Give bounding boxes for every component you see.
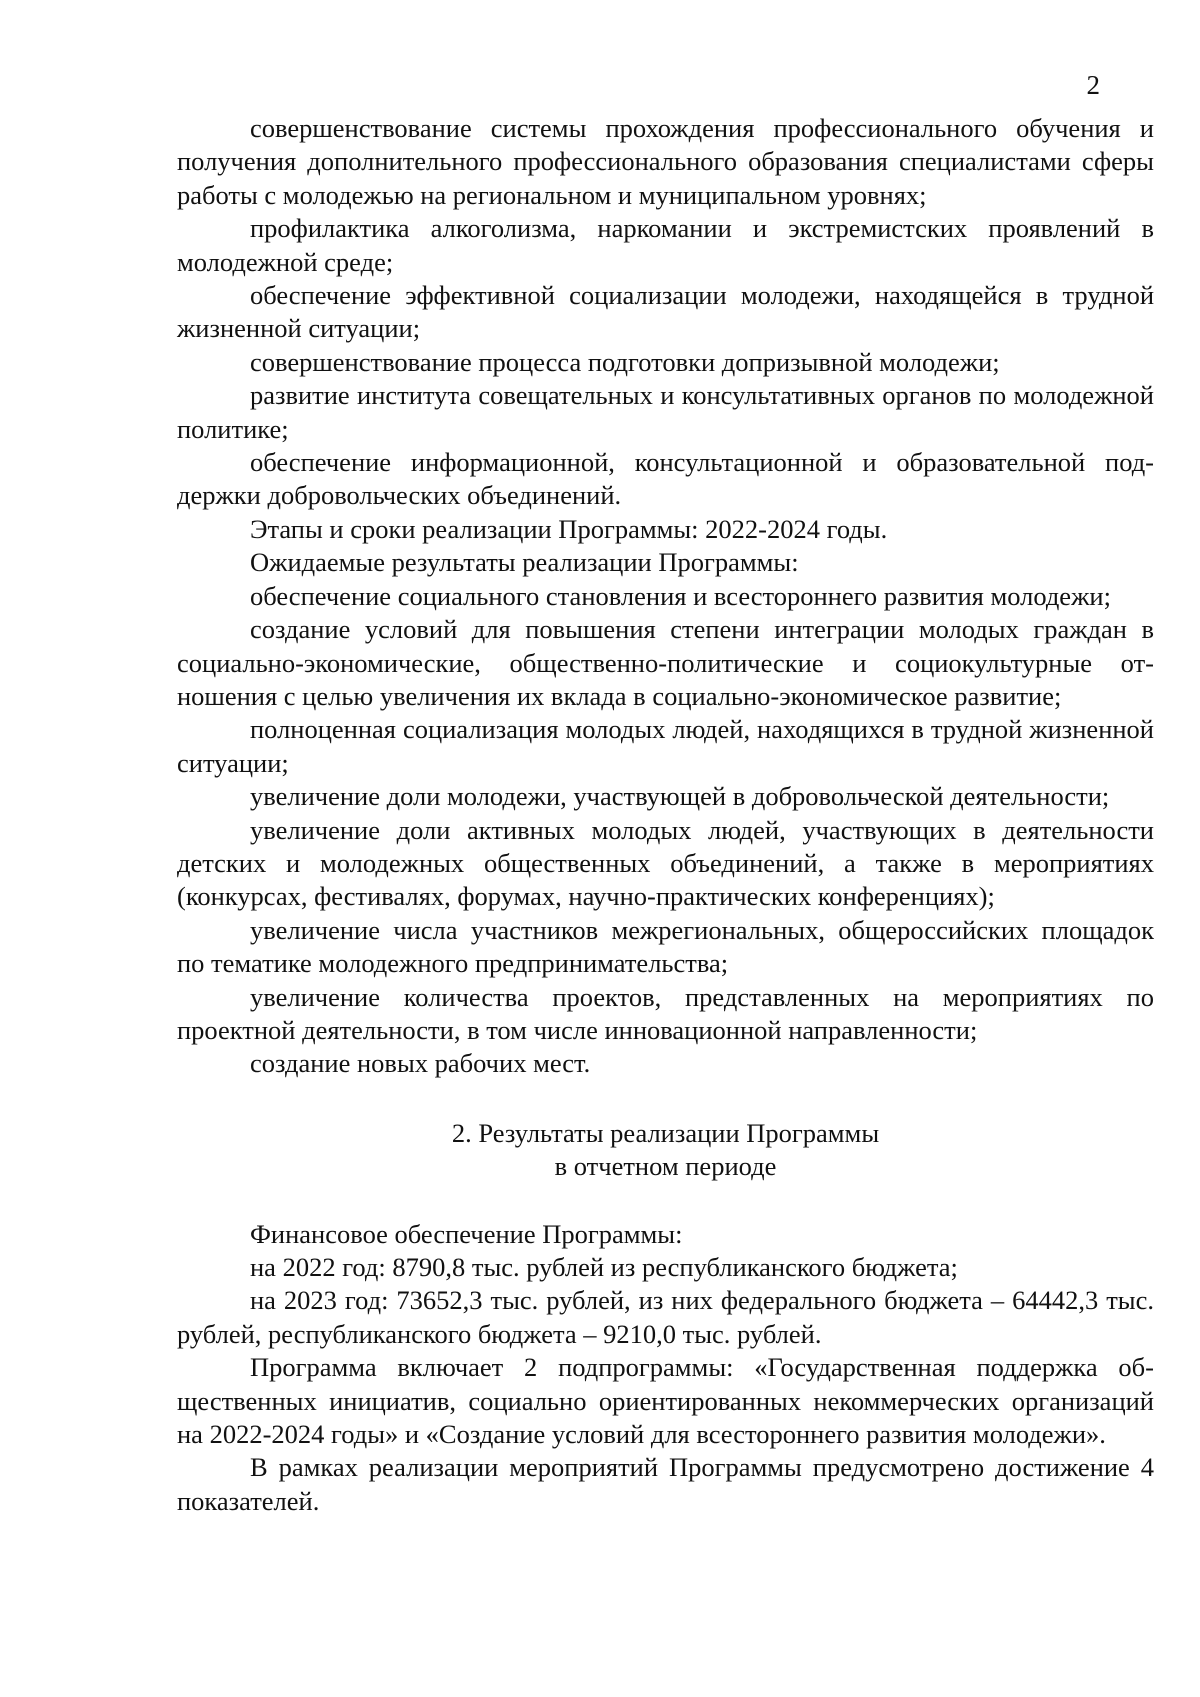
paragraph: обеспечение социального становления и всестороннего развития молодежи; xyxy=(250,580,1111,611)
paragraph: профилактика алкоголизма, наркомании и экстремистских проявлений в молодежной среде; xyxy=(177,213,1154,277)
paragraph: Программа включает 2 подпрограммы: «Государственная поддержка общественных инициатив, социально ориентированных некоммерческих организаций на 2022-2024 годы» и «Создание условий для всестороннего развития молодежи». xyxy=(177,1352,1154,1450)
paragraph: В рамках реализации мероприятий Программы предусмотрено достижение 4 показателей. xyxy=(177,1452,1154,1516)
page-number: 2 xyxy=(1086,70,1100,100)
paragraph: создание новых рабочих мест. xyxy=(250,1048,591,1079)
paragraph: Финансовое обеспечение Программы: xyxy=(250,1218,683,1249)
paragraph: обеспечение эффективной социализации молодежи, находящейся в трудной жизненной ситуации; xyxy=(177,280,1154,344)
paragraph: на 2022 год: 8790,8 тыс. рублей из республиканского бюджета; xyxy=(250,1252,958,1282)
paragraph: Ожидаемые результаты реализации Программы: xyxy=(250,547,799,578)
paragraph: увеличение доли молодежи, участвующей в добровольческой деятельности; xyxy=(250,781,1110,812)
paragraph: создание условий для повышения степени интеграции молодых граждан в социально-экономические, общественно-политические и социокультурные отношения с целью увеличения их вклада в социально-экономическое развитие; xyxy=(177,614,1154,711)
paragraph: увеличение доли активных молодых людей, участвующих в деятельности детских и молодежных общественных объединений, а также в мероприятиях (конкурсах, фестивалях, форумах, научно-практических конференциях); xyxy=(177,814,1154,912)
paragraph: совершенствование процесса подготовки допризывной молодежи; xyxy=(250,346,1000,377)
document-body xyxy=(177,112,1154,1518)
paragraph: развитие института совещательных и консультативных органов по молодежной политике; xyxy=(177,380,1154,444)
paragraph: увеличение числа участников межрегиональных, общероссийских площадок по тематике молодежного предпринимательства; xyxy=(177,914,1154,979)
paragraph: увеличение количества проектов, представленных на мероприятиях по проектной деятельности, в том числе инновационной направленности; xyxy=(177,981,1154,1045)
paragraph: Этапы и сроки реализации Программы: 2022-2024 годы. xyxy=(250,513,888,544)
section-heading-line-2: в отчетном периоде xyxy=(554,1151,777,1182)
paragraph: обеспечение информационной, консультационной и образовательной поддержки добровольческих объединений. xyxy=(177,447,1154,511)
paragraph: на 2023 год: 73652,3 тыс. рублей, из них федерального бюджета – 64442,3 тыс. рублей, республиканского бюджета – 9210,0 тыс. рублей. xyxy=(177,1285,1154,1349)
paragraph: совершенствование системы прохождения профессионального обучения и получения дополнительного профессионального образования специалистами сферы работы с молодежью на региональном и муниципальном уровнях; xyxy=(177,113,1154,210)
paragraph: полноценная социализация молодых людей, находящихся в трудной жизненной ситуации; xyxy=(177,714,1154,778)
section-heading-line-1: 2. Результаты реализации Программы xyxy=(451,1117,880,1148)
section-heading xyxy=(177,1117,1154,1184)
